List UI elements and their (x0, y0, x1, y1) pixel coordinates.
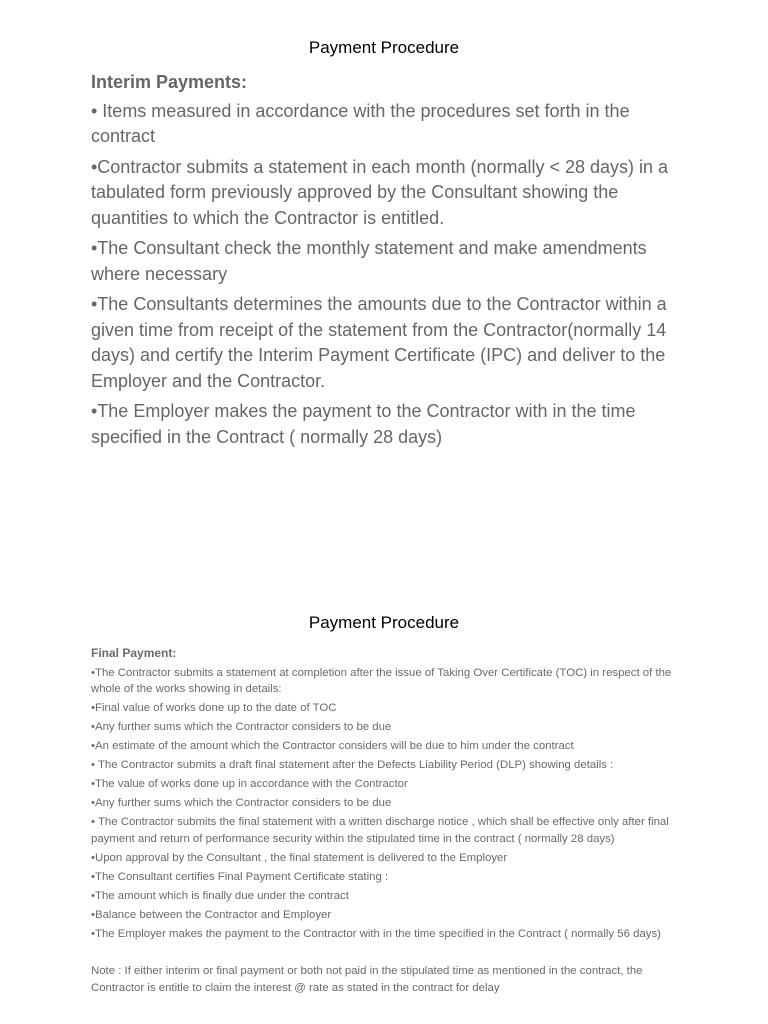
bullet-paragraph: •The Consultant check the monthly statement and make amendments where necessary (91, 238, 647, 284)
slide-body (91, 645, 681, 999)
bullet-paragraph: •Final value of works done up to the date of TOC (91, 702, 337, 714)
bullet-paragraph: •The Employer makes the payment to the Contractor with in the time specified in the Contract ( normally 56 days) (91, 927, 661, 940)
bullet-paragraph: • The Contractor submits the final statement with a written discharge notice , which shall be effective only after final payment and return of performance security within the stipulated time in the contract ( normally 28 days) (91, 816, 669, 845)
bullet-paragraph: •Upon approval by the Consultant , the final statement is delivered to the Employer (91, 851, 508, 864)
bullet-paragraph: •The value of works done up in accordance with the Contractor (91, 778, 408, 790)
bullet-paragraph: • Items measured in accordance with the procedures set forth in the contract (91, 100, 630, 146)
bullet-paragraph: •Contractor submits a statement in each month (normally < 28 days) in a tabulated form previously approved by the Consultant showing the quantities to which the Contractor is entitled. (91, 156, 669, 228)
bullet-paragraph: •An estimate of the amount which the Contractor considers will be due to him under the contract (91, 740, 574, 752)
slide-final-payment (0, 598, 768, 1024)
bullet-paragraph: •The Consultant certifies Final Payment Certificate stating : (91, 870, 389, 883)
section-heading: Interim Payments: (91, 72, 248, 92)
slide-title: Payment Procedure (308, 613, 460, 632)
bullet-paragraph: •Any further sums which the Contractor considers to be due (91, 721, 392, 733)
bullet-paragraph: •The amount which is finally due under the contract (91, 889, 349, 902)
bullet-paragraph: •The Employer makes the payment to the Contractor with in the time specified in the Contract ( normally 28 days) (91, 401, 636, 447)
slide-title: Payment Procedure (308, 38, 460, 57)
bullet-paragraph: •The Consultants determines the amounts due to the Contractor within a given time from receipt of the statement from the Contractor(normally 14 days) and certify the Interim Payment Certificate (IPC) and deliver to the Employer and the Contractor. (91, 294, 667, 391)
note-paragraph: Note : If either interim or final payment or both not paid in the stipulated time as mentioned in the contract, the Contractor is entitle to claim the interest @ rate as stated in the contract for delay (91, 965, 643, 994)
bullet-paragraph: • The Contractor submits a draft final statement after the Defects Liability Period (DLP) showing details : (91, 759, 614, 771)
bullet-paragraph: •Balance between the Contractor and Employer (91, 908, 332, 921)
slide-body (91, 70, 671, 455)
bullet-paragraph: •Any further sums which the Contractor considers to be due (91, 797, 392, 809)
bullet-paragraph: •The Contractor submits a statement at completion after the issue of Taking Over Certificate (TOC) in respect of the whole of the works showing in details: (91, 666, 672, 695)
section-heading: Final Payment: (91, 646, 177, 660)
